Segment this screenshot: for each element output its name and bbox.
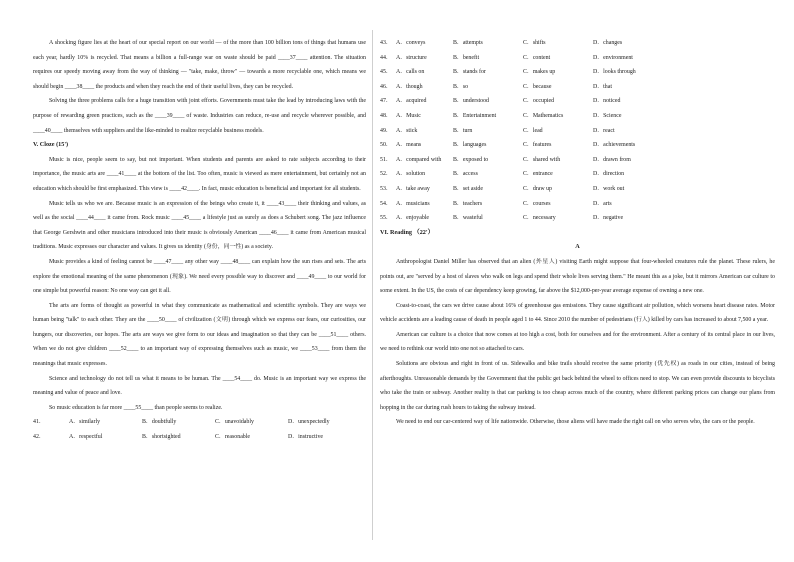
option-d: D．instructive xyxy=(288,434,324,441)
option-b: B．access xyxy=(453,171,478,178)
option-b: B．benefit xyxy=(453,54,480,61)
option-b: B．doubtfully xyxy=(142,419,177,426)
option-row xyxy=(380,153,775,168)
question-number: 53． xyxy=(380,185,392,192)
option-a: A．structure xyxy=(396,54,427,61)
option-c: C．content xyxy=(523,54,551,61)
option-d: D．arts xyxy=(593,200,612,207)
option-a: A．means xyxy=(396,142,422,149)
cloze-paragraph-6: So music education is far more ____55____ than people seems to realize. xyxy=(49,404,223,411)
option-row xyxy=(380,197,775,212)
option-row xyxy=(380,124,775,139)
option-a: A．though xyxy=(396,83,423,90)
option-a: A．musicians xyxy=(396,200,430,207)
option-row xyxy=(380,94,775,109)
option-b: B．stands for xyxy=(453,69,486,76)
option-c: C．lead xyxy=(523,127,543,134)
option-b: B．so xyxy=(453,83,469,90)
option-c: C．because xyxy=(523,83,552,90)
right-column xyxy=(380,36,775,430)
option-b: B．languages xyxy=(453,142,487,149)
question-number: 48． xyxy=(380,112,392,119)
option-row xyxy=(380,65,775,80)
option-c: C．shifts xyxy=(523,40,546,46)
option-d: D．that xyxy=(593,83,612,90)
option-row xyxy=(380,167,775,182)
option-d: D．unexpectedly xyxy=(288,419,330,426)
option-a: A．stick xyxy=(396,127,418,134)
option-a: A．conveys xyxy=(396,40,426,46)
option-d: D．Science xyxy=(593,112,622,119)
passage-paragraph-2: Solving the three problems calls for a huge transition with joint efforts. Governments must take the lead by introducing laws with the purpose of rewarding green practices, such as the ____39____ of waste. Industries can reduce, re-use and recycle wherever possible, and ____40____ themselves with suppliers and the like-minded to realize recyclable business models. xyxy=(33,98,366,134)
option-d: D．changes xyxy=(593,40,623,46)
option-b: B．understood xyxy=(453,98,489,105)
option-a: A．solution xyxy=(396,171,426,178)
option-b: B．set aside xyxy=(453,185,483,192)
cloze-paragraph-3: Music provides a kind of feeling cannot be ____47____ any other way ____48____ can explain how the sun rises and sets. The arts explore the emotional meaning of the same phenomenon (现象). We need every possible way to discover and ____49____ to our world for one simple but powerful reason: No one way can get it all. xyxy=(33,258,366,295)
reading-paragraph-1: Anthropologist Daniel Miller has observed that an alien (外星人) visiting Earth might suppose that four-wheeled creatures rule the planet. These rulers, he points out, are "served by a host of slaves who walk on legs and spend their whole lives serving them." He meant this as a joke, but it mirrors American car culture to some extent. In the US, the costs of car dependency keep growing, far above the $12,000-per-year average expense of owning a new one. xyxy=(380,258,775,295)
option-d: D．direction xyxy=(593,171,625,178)
option-c: C．courses xyxy=(523,200,551,207)
option-c: C．Mathematics xyxy=(523,112,564,119)
option-b: B．attempts xyxy=(453,40,483,46)
option-b: B．turn xyxy=(453,127,473,134)
option-d: D．looks through xyxy=(593,69,636,76)
option-b: B．Entertainment xyxy=(453,112,497,119)
options-list xyxy=(380,36,775,226)
option-b: B．shortsighted xyxy=(142,434,181,441)
option-row xyxy=(380,138,775,153)
option-c: C．entrance xyxy=(523,171,553,178)
reading-paragraph-3: American car culture is a choice that now comes at too high a cost, both for ourselves and for the environment. After a century of its central place in our lives, we need to rethink our world into one not so attached to cars. xyxy=(380,331,775,353)
option-c: C．shared with xyxy=(523,156,561,163)
option-c: C．occupied xyxy=(523,98,555,105)
option-row xyxy=(380,80,775,95)
reading-paragraph-5: We need to end our car-centered way of life nationwide. Otherwise, those aliens will have made the right call on who serves who, the cars or the people. xyxy=(396,419,755,426)
cloze-paragraph-2: Music tells us who we are. Because music is an expression of the beings who create it, it ____43____ their thinking and values, as well as the social ____44____ it came from. Rock music ____45____ a lifestyle just as surely as does a Schubert song. The jazz influence that George Gershwin and other musicians introduced into their music is obviously American ____46____ it came from American musical traditions. Music expresses our character and values. It gives us identity (身份，同一性) as a society. xyxy=(33,200,366,251)
column-divider xyxy=(372,30,373,540)
passage-paragraph-1: A shocking figure lies at the heart of our special report on our world — of the more than 100 billion tons of things that humans use each year, hardly 10% is recycled. That means a billion a full-range war on waste should be paid ____37____ attention. The situation requires our speedy moving away from the way of thinking — "take, make, throw" — towards a more recyclable one, which means we should begin ____38____ the products and when they reach the end of their useful lives, they can be recycled. xyxy=(33,40,366,90)
option-a: A．respectful xyxy=(69,434,103,441)
option-c: C．reasonable xyxy=(215,434,251,441)
option-a: A．enjoyable xyxy=(396,215,430,222)
question-number: 50． xyxy=(380,142,392,149)
question-number: 49． xyxy=(380,127,392,134)
question-number: 51． xyxy=(380,156,392,163)
cloze-paragraph-5: Science and technology do not tell us what it means to be human. The ____54____ do. Music is an important way we express the meaning and value of peace and love. xyxy=(33,375,366,397)
cloze-paragraph-4: The arts are forms of thought as powerful in what they communicate as mathematical and scientific symbols. They are ways we human being "talk" to each other. They are the ____50____ of civilization (文明) through which we express our fears, our curiosities, our hungers, our discoveries, our hopes. The arts are ways we give form to our ideas and imagination so that they can be ____51____ others. When we do not give children ____52____ to an important way of expressing themselves such as music, we ____53____ from them the meanings that music expresses. xyxy=(33,302,366,368)
option-c: C．features xyxy=(523,142,552,149)
question-number: 44． xyxy=(380,54,392,61)
question-number: 42． xyxy=(33,434,45,441)
option-d: D．work out xyxy=(593,185,625,192)
option-d: D．noticed xyxy=(593,98,621,105)
question-number: 52． xyxy=(380,171,392,178)
option-d: D．react xyxy=(593,127,615,134)
option-row xyxy=(380,51,775,66)
question-number: 41． xyxy=(33,419,45,426)
option-c: C．unavoidably xyxy=(215,419,254,426)
option-a: A．acquired xyxy=(396,98,427,105)
section-heading-reading: VI. Reading （22'） xyxy=(380,228,434,236)
question-number: 43． xyxy=(380,40,392,46)
option-b: B．teachers xyxy=(453,200,483,207)
option-c: C．necessary xyxy=(523,215,556,222)
option-c: C．makes up xyxy=(523,69,556,76)
option-a: A．similarly xyxy=(69,419,101,426)
option-d: D．drawn from xyxy=(593,156,631,163)
option-d: D．negative xyxy=(593,215,624,222)
question-number: 55． xyxy=(380,215,392,222)
reading-paragraph-2: Coast-to-coast, the cars we drive cause about 16% of greenhouse gas emissions. They cause significant air pollution, which worsens heart disease rates. Motor vehicle accidents are a leading cause of death in people aged 1 to 44. Since 2010 the number of pedestrians (行人) killed by cars has increased to about 7,500 a year. xyxy=(380,302,775,324)
option-row xyxy=(380,211,775,226)
cloze-paragraph-1: Music is nice, people seem to say, but not important. When students and parents are asked to rate subjects according to their importance, the music arts are ____41____ at the bottom of the list. Too often, music is viewed as mere entertainment, but certainly not an education which should be first emphasized. This view is ____42____. In fact, music education is beneficial and important for all students. xyxy=(33,156,366,192)
question-number: 46． xyxy=(380,83,392,90)
passage-label: A xyxy=(575,243,580,251)
option-b: B．exposed to xyxy=(453,156,489,163)
option-d: D．environment xyxy=(593,54,633,61)
option-row xyxy=(33,415,366,430)
option-c: C．draw up xyxy=(523,185,552,192)
option-a: A．take away xyxy=(396,185,430,192)
section-heading-cloze: V. Cloze (15') xyxy=(33,141,69,149)
left-column xyxy=(33,36,366,445)
option-row xyxy=(380,182,775,197)
reading-paragraph-4: Solutions are obvious and right in front of us. Sidewalks and bike trails should receive the same priority (优先权) as roads in our cities, instead of being afterthoughts. Unreasonable demands by the Government that the public get back behind the wheel to offices need to stop. We can even provide discounts to bicyclists who take the train or subway. Another reality is that car parking is too cheap across much of the country, where different parking prices can change our plans from hopping in the car during rush hours to taking the subway instead. xyxy=(380,361,775,411)
option-row xyxy=(380,36,775,51)
option-a: A．calls on xyxy=(396,69,425,76)
option-a: A．compared with xyxy=(396,156,442,163)
question-number: 45． xyxy=(380,69,392,76)
option-d: D．achievements xyxy=(593,142,636,149)
option-row xyxy=(33,430,366,445)
question-number: 47． xyxy=(380,98,392,105)
question-number: 54． xyxy=(380,200,392,207)
option-a: A．Music xyxy=(396,112,421,119)
option-b: B．wasteful xyxy=(453,215,483,222)
option-row xyxy=(380,109,775,124)
